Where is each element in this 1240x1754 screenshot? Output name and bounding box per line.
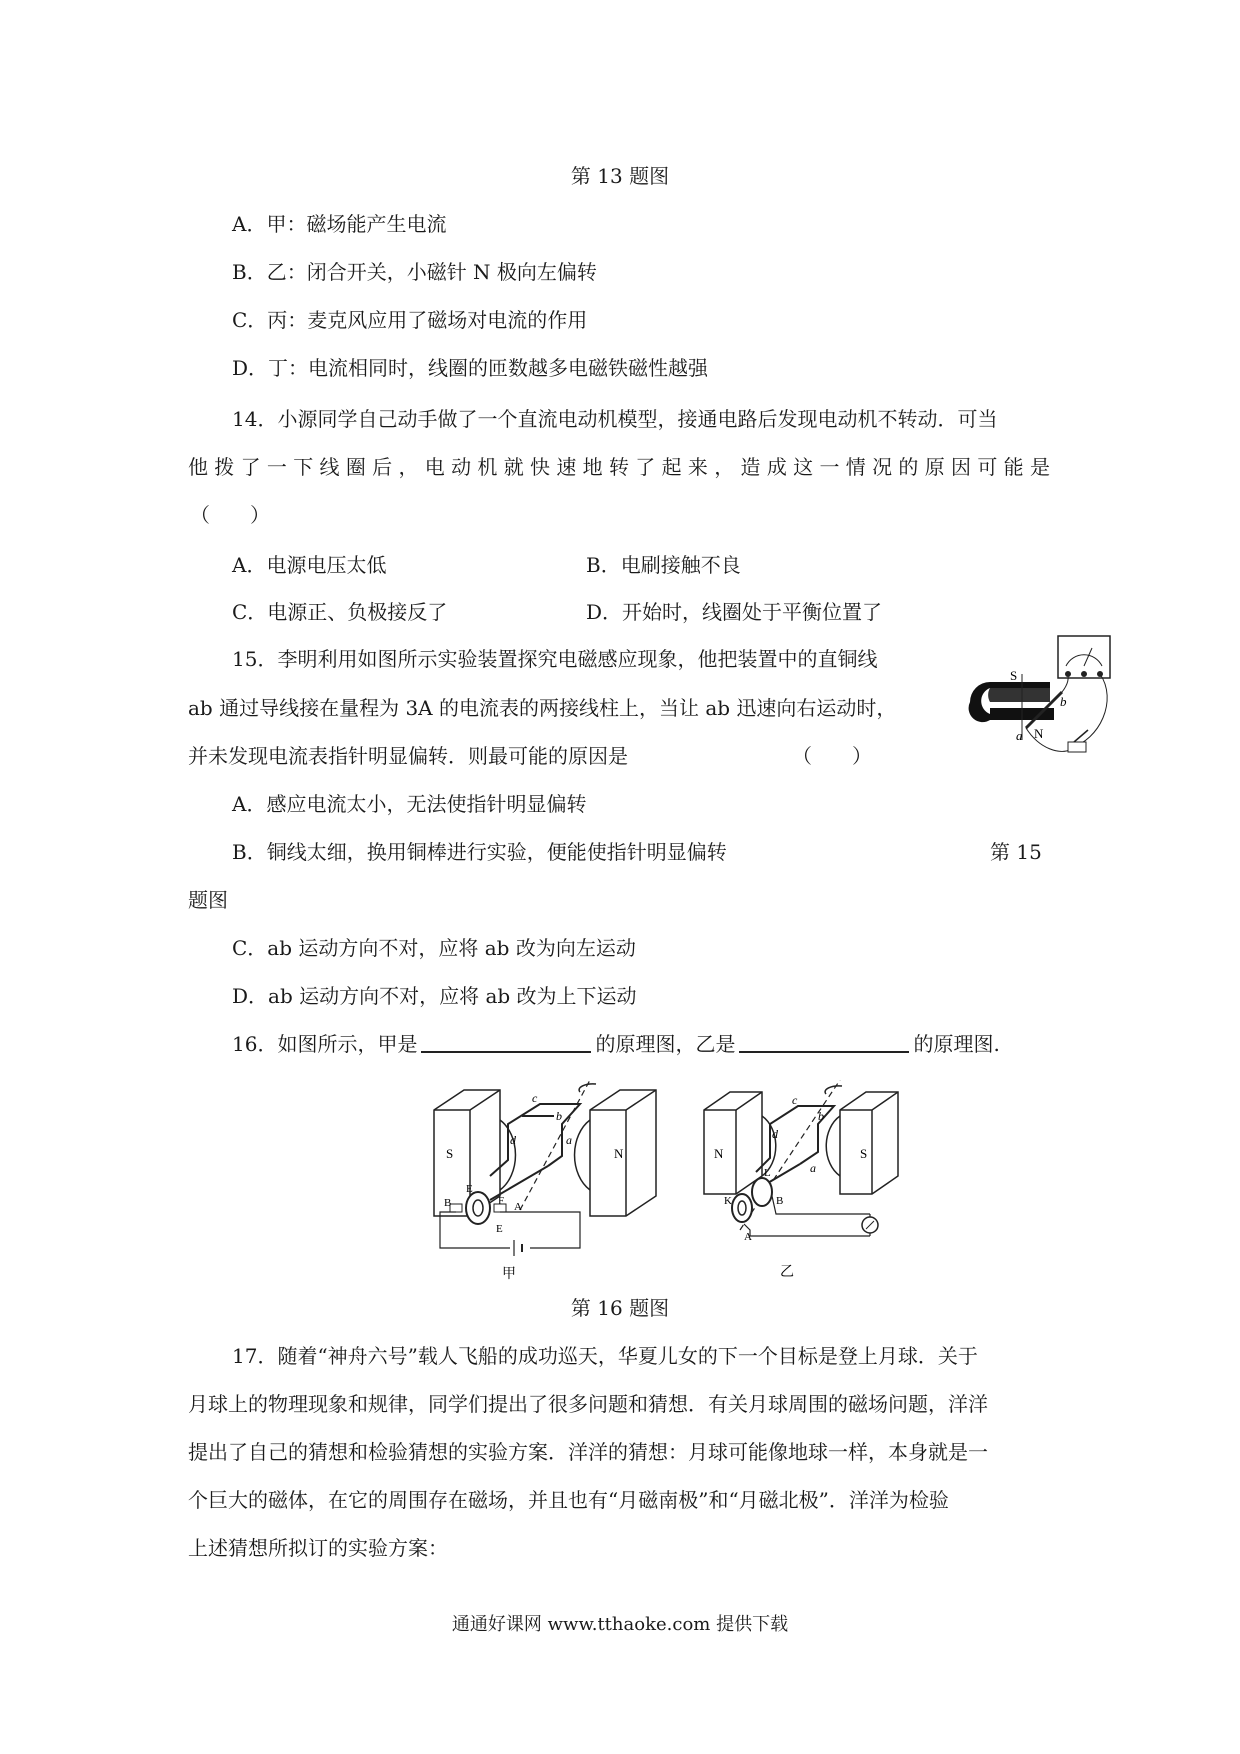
q15-option-c: C．ab 运动方向不对，应将 ab 改为向左运动: [232, 936, 636, 960]
circuit-wires: [440, 1212, 580, 1256]
q16-text-a: 16．如图所示，甲是: [232, 1032, 418, 1056]
q15-fig-label-a: a: [1016, 728, 1023, 743]
q14-option-b: B．电刷接触不良: [586, 553, 741, 577]
q13-option-c: C．丙：麦克风应用了磁场对电流的作用: [232, 308, 588, 332]
magnet-s-icon: [826, 1092, 898, 1194]
horseshoe-magnet-icon: [969, 682, 1054, 722]
q15-option-d: D．ab 运动方向不对，应将 ab 改为上下运动: [232, 984, 637, 1008]
page-footer: 通通好课网 www.tthaoke.com 提供下载: [451, 1614, 789, 1635]
q16-left-label-c: c: [532, 1091, 538, 1105]
q16-left-caption: 甲: [502, 1267, 516, 1280]
q17-line2: 月球上的物理现象和规律，同学们提出了很多问题和猜想．有关月球周围的磁场问题，洋洋: [188, 1392, 988, 1416]
q16-right-label-d: d: [772, 1127, 778, 1141]
rotation-arrow-icon: [825, 1086, 842, 1094]
q17-line5: 上述猜想所拟订的实验方案：: [188, 1536, 448, 1560]
q13-option-a: A．甲：磁场能产生电流: [232, 212, 447, 236]
q17-line3: 提出了自己的猜想和检验猜想的实验方案．洋洋的猜想：月球可能像地球一样，本身就是一: [188, 1440, 988, 1464]
q16-right-label-k: K: [724, 1195, 732, 1207]
q16-text-b: 的原理图，乙是: [595, 1032, 736, 1056]
q14-stem-line1: 14．小源同学自己动手做了一个直流电动机模型，接通电路后发现电动机不转动．可当: [232, 407, 998, 431]
q16-right-label-s: S: [860, 1146, 868, 1161]
q14-option-c: C．电源正、负极接反了: [232, 600, 448, 624]
q15-stem-line3: 并未发现电流表指针明显偏转．则最可能的原因是: [188, 744, 628, 768]
q16-blank-2[interactable]: [739, 1031, 909, 1053]
q16-left-label-f: F: [498, 1195, 505, 1207]
q15-figure: [950, 630, 1120, 770]
ammeter-icon: [1058, 636, 1110, 678]
q13-option-d: D．丁：电流相同时，线圈的匝数越多电磁铁磁性越强: [232, 356, 709, 380]
q15-fig-label-s: S: [1010, 668, 1018, 683]
q16-figure-left: [430, 1080, 660, 1280]
q16-right-label-l: L: [764, 1167, 771, 1179]
galvanometer-icon: [862, 1217, 878, 1233]
q16-left-label-e1: E: [466, 1183, 473, 1195]
q16-left-label-a: a: [566, 1133, 572, 1147]
q16-left-label-n: N: [614, 1146, 624, 1161]
q16-figure-right: [700, 1080, 910, 1280]
q15-fig-label-n: N: [1034, 726, 1044, 741]
q14-answer-paren: （ ）: [190, 503, 270, 527]
q16-stem: [232, 1030, 1000, 1058]
q16-left-label-b-upper: B: [444, 1197, 452, 1209]
q16-left-label-a-upper: A: [514, 1201, 522, 1213]
q16-left-label-b: b: [556, 1109, 562, 1123]
q16-right-label-c: c: [792, 1093, 798, 1107]
q15-caption-part2: 题图: [188, 888, 228, 912]
q16-left-label-s: S: [446, 1146, 454, 1161]
q13-option-b: B．乙：闭合开关，小磁针 N 极向左偏转: [232, 260, 597, 284]
q16-right-caption: 乙: [780, 1265, 794, 1280]
q14-option-a: A．电源电压太低: [232, 553, 387, 577]
q16-left-label-d: d: [510, 1133, 516, 1147]
q13-caption: 第 13 题图: [570, 164, 670, 188]
q15-caption-part1: 第 15: [990, 840, 1042, 864]
q16-text-c: 的原理图.: [913, 1032, 1000, 1056]
q16-caption: 第 16 题图: [570, 1296, 670, 1320]
q16-right-label-a: a: [810, 1161, 816, 1175]
q15-option-b: B．铜线太细，换用铜棒进行实验，便能使指针明显偏转: [232, 840, 727, 864]
q16-right-label-n: N: [714, 1146, 724, 1161]
q15-stem-line2: ab 通过导线接在量程为 3A 的电流表的两接线柱上，当让 ab 迅速向右运动时，: [188, 696, 897, 720]
q16-blank-1[interactable]: [421, 1031, 591, 1053]
coil-icon: [490, 1104, 580, 1200]
q17-line1: 17．随着“神舟六号”载人飞船的成功巡天，华夏儿女的下一个目标是登上月球．关于: [232, 1344, 978, 1368]
q16-right-label-b: b: [818, 1109, 824, 1123]
q14-stem-line2: 他拨了一下线圈后，电动机就快速地转了起来，造成这一情况的原因可能是: [188, 455, 1050, 479]
rotation-axis: [520, 1080, 590, 1210]
q17-line4: 个巨大的磁体，在它的周围存在磁场，并且也有“月磁南极”和“月磁北极”．洋洋为检验: [188, 1488, 949, 1512]
q14-option-d: D．开始时，线圈处于平衡位置了: [586, 600, 883, 624]
q16-right-label-b-upper: B: [776, 1195, 784, 1207]
q16-right-label-a-upper: A: [744, 1231, 752, 1243]
q15-answer-paren: （ ）: [792, 744, 872, 768]
q15-stem-line1: 15．李明利用如图所示实验装置探究电磁感应现象，他把装置中的直铜线: [232, 647, 878, 671]
q15-option-a: A．感应电流太小，无法使指针明显偏转: [232, 792, 587, 816]
q15-fig-label-b: b: [1060, 694, 1067, 709]
q16-left-label-e2: E: [496, 1223, 503, 1235]
